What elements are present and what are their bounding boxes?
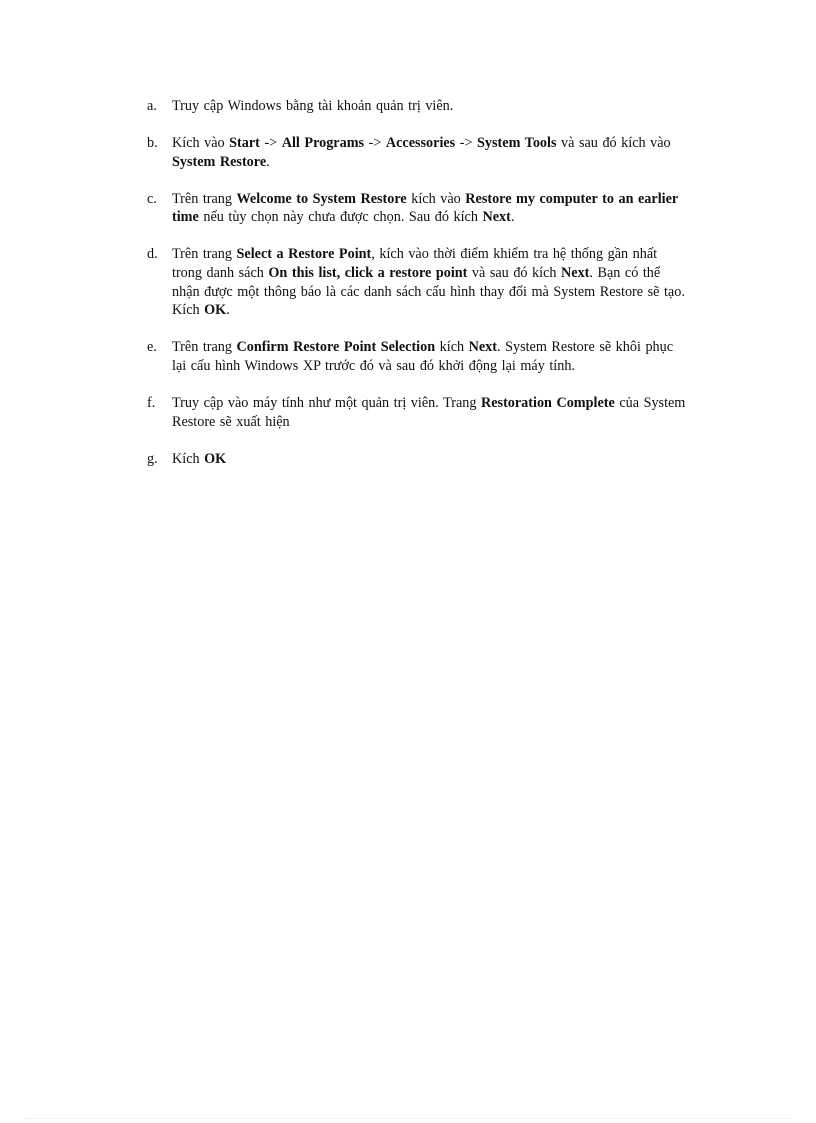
bold-term: On this list, click a restore point — [268, 265, 468, 282]
list-item-text — [172, 191, 678, 226]
list-item — [147, 245, 687, 319]
bold-term: All Programs — [281, 135, 365, 152]
list-item-text — [172, 451, 226, 467]
list-item — [147, 450, 687, 469]
bold-term: Welcome to System Restore — [236, 190, 407, 207]
list-item — [147, 394, 687, 431]
list-item-text — [172, 339, 673, 374]
text-run: và sau đó kích vào — [556, 135, 671, 152]
bold-term: Start — [229, 135, 260, 152]
text-run: Kích — [172, 450, 205, 467]
bold-term: Next — [561, 265, 590, 282]
text-run: Trên trang — [172, 190, 237, 207]
text-run: . — [266, 153, 270, 170]
text-run: . — [226, 302, 230, 319]
text-run: . System Restore sẽ khôi phục lại cấu hình Windows XP trước đó và sau đó khởi động lại máy tính. — [172, 339, 674, 374]
text-run: kích vào — [406, 190, 466, 207]
bold-term: System Restore — [172, 153, 267, 170]
list-item-marker: e. — [147, 339, 157, 356]
text-run: Truy cập vào máy tính như một quản trị viên. Trang — [172, 395, 481, 412]
text-run: -> — [364, 135, 386, 152]
list-item-marker: c. — [147, 190, 157, 207]
text-run: nếu tùy chọn này chưa được chọn. Sau đó kích — [198, 209, 483, 226]
bold-term: Restoration Complete — [481, 395, 615, 412]
instruction-list — [147, 97, 687, 487]
text-run: . Bạn có thể nhận được một thông báo là các danh sách cấu hình thay đổi mà System Restore sẽ tạo. Kích — [172, 265, 685, 319]
bold-term: Select a Restore Point — [236, 246, 372, 263]
bold-term: Restore my computer to an earlier time — [172, 190, 678, 226]
text-run: Truy cập Windows bằng tài khoản quản trị viên. — [172, 98, 454, 114]
list-item-text — [172, 246, 685, 318]
list-item-marker: g. — [147, 450, 158, 467]
list-item — [147, 338, 687, 375]
bold-term: System Tools — [477, 135, 557, 152]
bold-term: Confirm Restore Point Selection — [236, 339, 436, 356]
list-item-text — [172, 135, 671, 170]
bold-term: OK — [204, 450, 227, 467]
text-run: và sau đó kích — [467, 265, 562, 282]
text-run: kích — [435, 339, 469, 356]
list-item-marker: f. — [147, 395, 156, 412]
list-item — [147, 134, 687, 171]
text-run: của System Restore sẽ xuất hiện — [172, 395, 686, 430]
list-item-marker: d. — [147, 246, 158, 263]
list-item-text — [172, 98, 453, 114]
list-item — [147, 97, 687, 116]
text-run: Kích vào — [172, 135, 230, 152]
bold-term: Next — [482, 209, 511, 226]
bold-term: OK — [204, 302, 227, 319]
page-bottom-rule — [24, 1118, 792, 1119]
text-run: Trên trang — [172, 339, 237, 356]
text-run: , kích vào thời điểm khiểm tra hệ thống gần nhất trong danh sách — [172, 246, 658, 282]
text-run: -> — [455, 135, 478, 152]
text-run: -> — [259, 135, 282, 152]
bold-term: Accessories — [385, 135, 456, 152]
text-run: Trên trang — [172, 246, 237, 263]
bold-term: Next — [468, 339, 498, 356]
list-item-marker: b. — [147, 135, 158, 152]
text-run: . — [510, 209, 515, 226]
list-item-text — [172, 395, 685, 430]
list-item — [147, 190, 687, 227]
list-item-marker: a. — [147, 98, 157, 114]
